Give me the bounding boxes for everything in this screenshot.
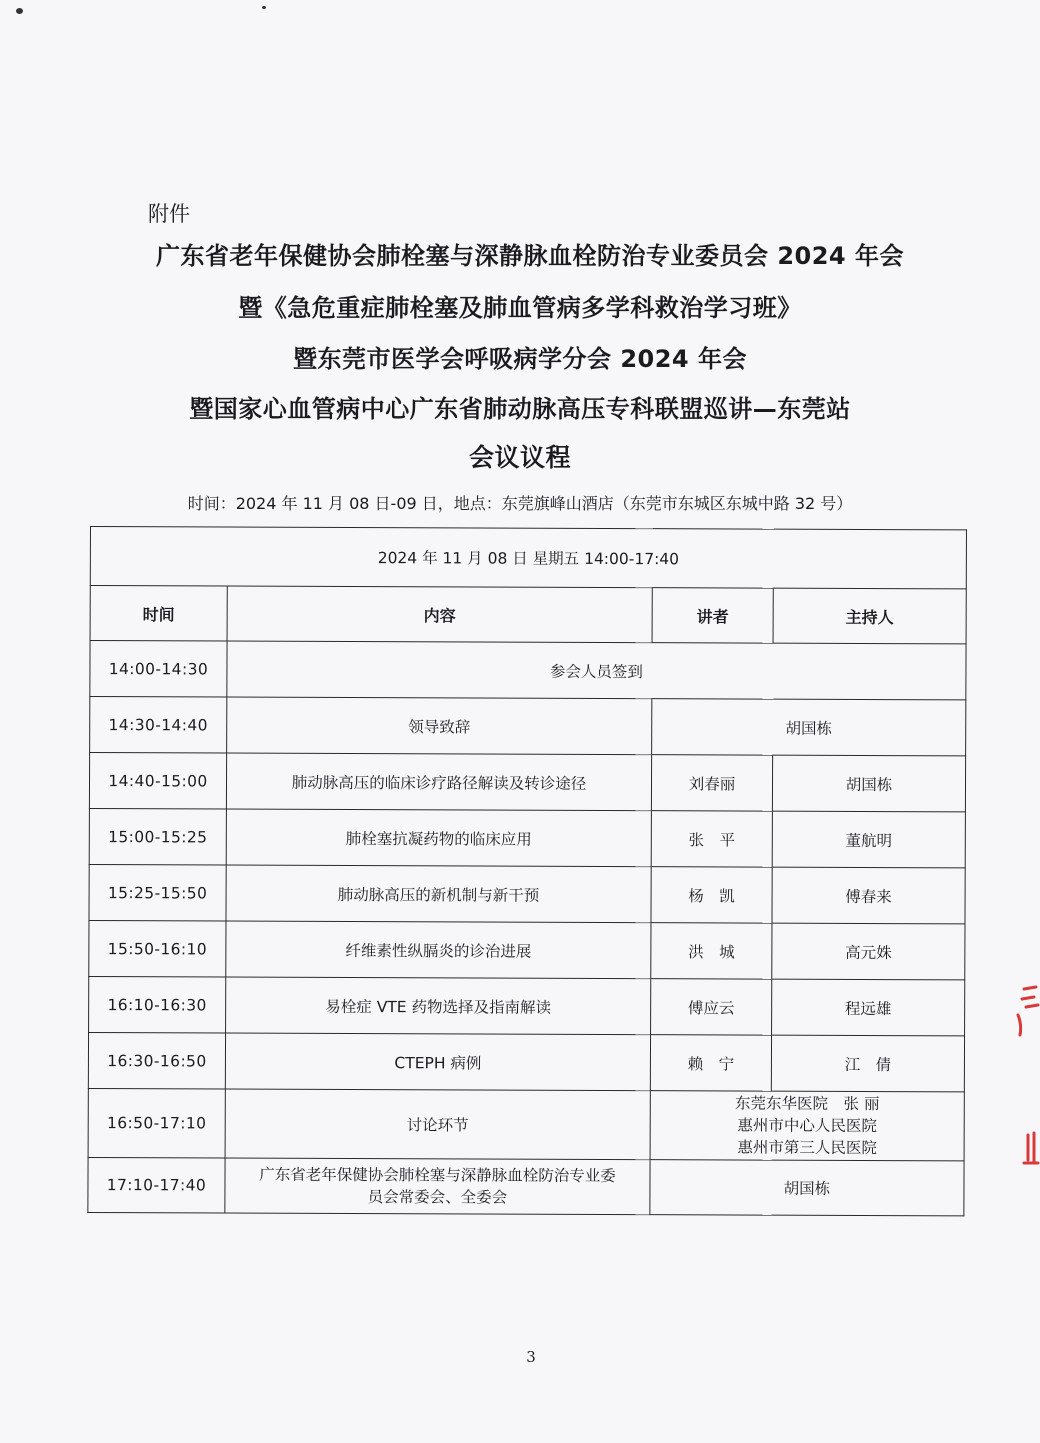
content-line: 广东省老年保健协会肺栓塞与深静脉血栓防治专业委 bbox=[259, 1165, 616, 1186]
column-header-content: 内容 bbox=[227, 586, 652, 643]
speaker-cell: 刘春丽 bbox=[651, 755, 772, 811]
table-row bbox=[89, 753, 965, 812]
speaker-cell: 杨 凯 bbox=[651, 867, 772, 923]
time-cell: 14:40-15:00 bbox=[89, 753, 226, 810]
host-line: 东莞东华医院 张 丽 bbox=[735, 1094, 880, 1114]
host-cell: 胡国栋 bbox=[772, 755, 965, 812]
table-row bbox=[88, 1088, 964, 1160]
table-row bbox=[90, 697, 966, 756]
column-header-time: 时间 bbox=[90, 586, 227, 642]
time-location: 时间：2024 年 11 月 08 日-09 日，地点：东莞旗峰山酒店（东莞市东城区东城中路 32 号） bbox=[187, 494, 853, 513]
content-line: 员会常委会、全委会 bbox=[367, 1188, 508, 1207]
time-cell: 16:10-16:30 bbox=[89, 976, 226, 1033]
table-row bbox=[88, 1032, 964, 1091]
attachment-label: 附件 bbox=[148, 202, 190, 226]
content-cell: 肺动脉高压的临床诊疗路径解读及转诊途径 bbox=[226, 753, 651, 811]
column-header-host: 主持人 bbox=[773, 588, 966, 644]
host-cell: 傅春来 bbox=[772, 867, 965, 924]
red-stamp-edge bbox=[1010, 985, 1040, 1185]
scan-speck bbox=[16, 8, 23, 14]
content-cell: 肺动脉高压的新机制与新干预 bbox=[226, 865, 651, 923]
time-cell: 15:50-16:10 bbox=[89, 920, 226, 977]
table-row bbox=[89, 920, 965, 979]
title-line-1: 广东省老年保健协会肺栓塞与深静脉血栓防治专业委员会 2024 年会 bbox=[155, 242, 904, 270]
column-header-speaker: 讲者 bbox=[652, 588, 773, 643]
time-cell: 14:00-14:30 bbox=[90, 641, 227, 698]
time-cell: 16:50-17:10 bbox=[88, 1088, 225, 1158]
time-cell: 15:00-15:25 bbox=[89, 808, 226, 865]
time-cell: 16:30-16:50 bbox=[88, 1032, 225, 1089]
time-cell: 17:10-17:40 bbox=[88, 1157, 225, 1213]
table-row bbox=[88, 1157, 964, 1215]
host-line: 惠州市第三人民医院 bbox=[737, 1138, 877, 1158]
table-row bbox=[89, 976, 965, 1035]
title-line-4: 暨国家心血管病中心广东省肺动脉高压专科联盟巡讲—东莞站 bbox=[189, 395, 851, 423]
content-cell bbox=[225, 1158, 650, 1215]
table-row bbox=[89, 864, 965, 923]
host-cell: 董航明 bbox=[772, 811, 965, 868]
header-row bbox=[90, 586, 966, 644]
date-cell: 2024 年 11 月 08 日 星期五 14:00-17:40 bbox=[90, 527, 966, 589]
host-line: 惠州市中心人民医院 bbox=[737, 1116, 877, 1136]
host-cell: 程远雄 bbox=[772, 979, 965, 1036]
speaker-cell: 赖 宁 bbox=[650, 1035, 771, 1091]
page-number: 3 bbox=[526, 1348, 536, 1366]
agenda-table bbox=[87, 526, 967, 1216]
content-cell: 领导致辞 bbox=[227, 697, 652, 755]
content-cell: 纤维素性纵膈炎的诊治进展 bbox=[226, 921, 651, 979]
scan-speck bbox=[262, 6, 266, 9]
time-cell: 15:25-15:50 bbox=[89, 864, 226, 921]
content-cell: 参会人员签到 bbox=[227, 641, 966, 700]
content-cell: 肺栓塞抗凝药物的临床应用 bbox=[226, 809, 651, 867]
host-cell: 胡国栋 bbox=[650, 1160, 964, 1216]
table-row bbox=[89, 808, 965, 867]
content-cell: 易栓症 VTE 药物选择及指南解读 bbox=[226, 977, 651, 1035]
hosts-cell bbox=[650, 1091, 964, 1161]
speaker-cell: 傅应云 bbox=[651, 979, 772, 1035]
date-row bbox=[90, 527, 966, 589]
content-cell: CTEPH 病例 bbox=[225, 1033, 650, 1091]
speaker-cell: 洪 城 bbox=[651, 923, 772, 979]
host-cell: 胡国栋 bbox=[652, 699, 966, 756]
table-row bbox=[90, 641, 966, 700]
host-cell: 江 倩 bbox=[771, 1035, 964, 1092]
agenda-title: 会议议程 bbox=[468, 443, 571, 472]
content-cell: 讨论环节 bbox=[225, 1089, 650, 1160]
title-line-3: 暨东莞市医学会呼吸病学分会 2024 年会 bbox=[292, 345, 747, 373]
host-cell: 高元姝 bbox=[772, 923, 965, 980]
speaker-cell: 张 平 bbox=[651, 811, 772, 867]
time-cell: 14:30-14:40 bbox=[90, 697, 227, 754]
title-line-2: 暨《急危重症肺栓塞及肺血管病多学科救治学习班》 bbox=[238, 294, 802, 322]
